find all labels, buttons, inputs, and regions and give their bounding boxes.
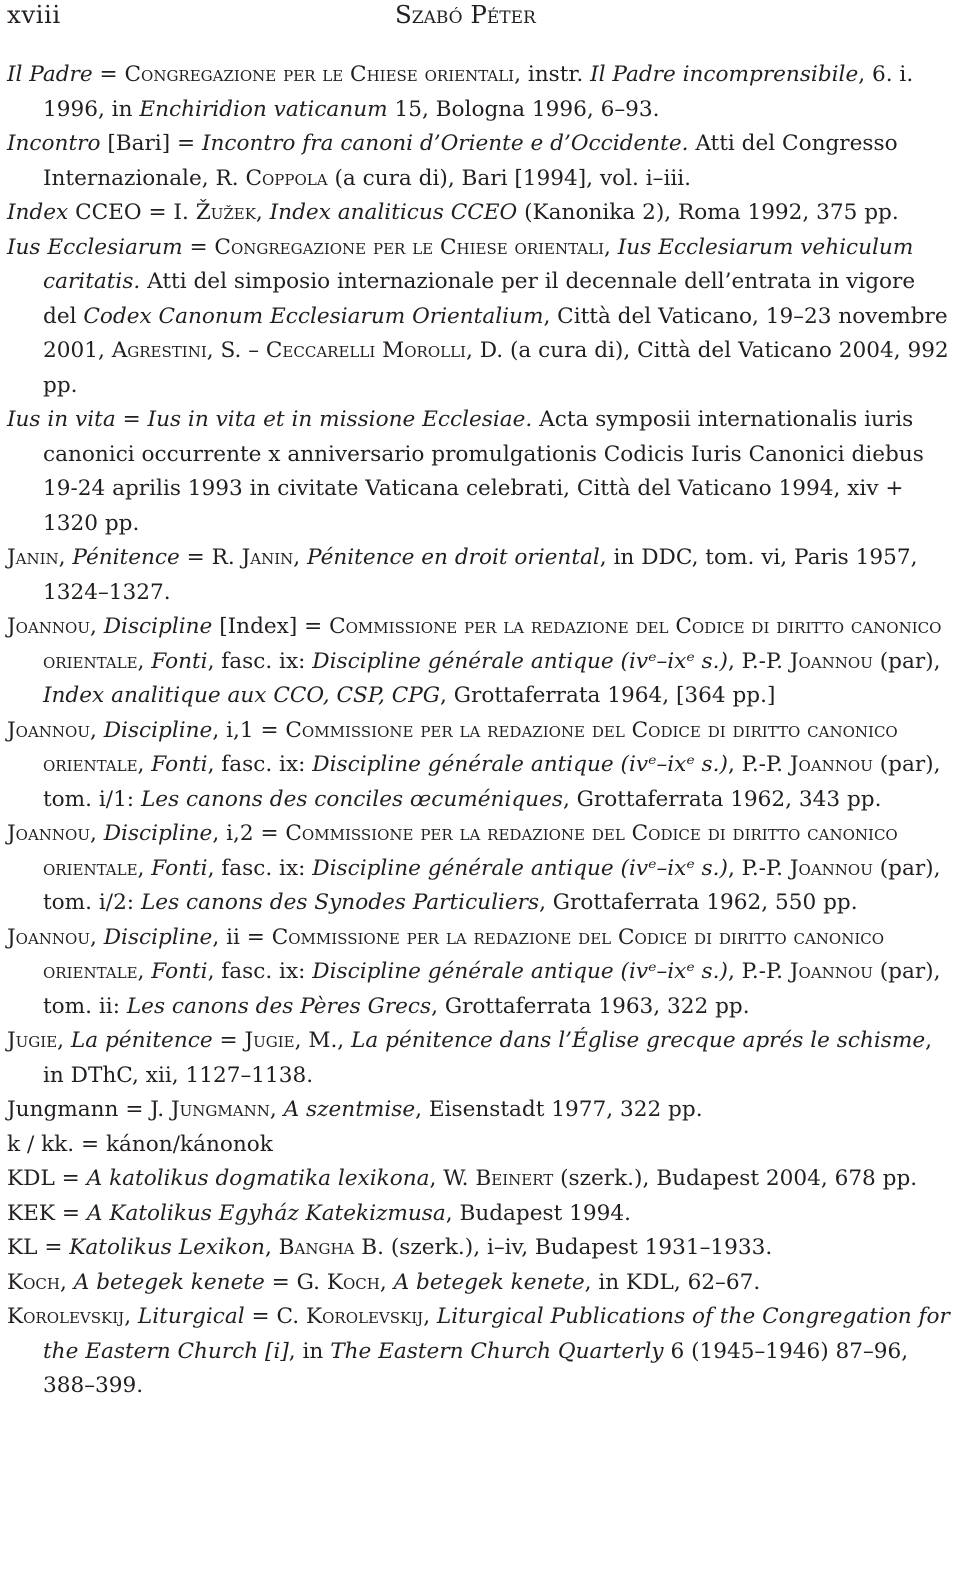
entry-text: , Eisenstadt 1977, 322 pp. xyxy=(415,1097,703,1122)
bibliography-entry xyxy=(7,921,953,1025)
italic-text: La pénitence dans l’Église grecque aprés le schisme xyxy=(351,1028,926,1053)
entry-text: , in xyxy=(288,1338,331,1364)
small-caps-name: Žužek xyxy=(195,200,256,225)
italic-text: Ius Ecclesiarum vehiculum caritatis. xyxy=(43,234,921,294)
entry-text: , xyxy=(423,1304,437,1329)
italic-text: Fonti xyxy=(151,648,208,674)
entry-text: KL = xyxy=(7,1235,70,1260)
entry-text: , in DDC, tom. vi, Paris 1957, 1324–1327. xyxy=(43,545,925,605)
small-caps-name: Joannou xyxy=(789,648,873,674)
small-caps-name: Beinert xyxy=(475,1166,554,1191)
italic-text: Discipline xyxy=(103,717,213,743)
entry-text: , ii = xyxy=(212,924,272,950)
italic-text: Les canons des Synodes Particuliers xyxy=(140,890,540,915)
small-caps-name: Koch xyxy=(326,1269,380,1295)
entry-text: , Città del Vaticano, 19–23 novembre 2001, xyxy=(43,303,955,363)
entry-text: , fasc. ix: xyxy=(207,959,313,984)
small-caps-name: Koch xyxy=(7,1269,60,1295)
entry-text: = G. xyxy=(264,1269,327,1295)
italic-text: Fonti xyxy=(151,752,208,777)
entry-text: (par), tom. i/1: xyxy=(43,752,948,812)
entry-text: , W. xyxy=(429,1166,476,1191)
entry-text: , Grottaferrata 1962, 343 pp. xyxy=(562,786,882,812)
small-caps-name: Jugie xyxy=(7,1028,58,1053)
italic-text: Katolikus Lexikon xyxy=(69,1235,265,1260)
entry-text: (par), xyxy=(872,648,948,674)
small-caps-name: Joannou xyxy=(7,614,90,639)
italic-text: A betegek kenete xyxy=(393,1269,585,1295)
entry-text: = xyxy=(115,407,148,432)
entry-text: , xyxy=(60,1269,74,1295)
italic-text: Index xyxy=(7,200,69,225)
entry-text: KDL = xyxy=(7,1166,87,1191)
italic-text: Ius Ecclesiarum xyxy=(7,234,183,260)
entry-text: , Grottaferrata 1964, [364 pp.] xyxy=(440,683,776,708)
small-caps-name: Janin xyxy=(241,545,294,570)
entry-text: , Grottaferrata 1963, 322 pp. xyxy=(431,993,750,1019)
entry-text: k / kk. = kánon/kánonok xyxy=(7,1131,273,1157)
entry-text: , xyxy=(89,821,104,846)
italic-text: Discipline générale antique (ivᵉ–ixᵉ s.) xyxy=(312,855,728,881)
small-caps-name: Bangha xyxy=(278,1235,355,1260)
entry-text: [Index] = xyxy=(212,614,330,639)
entry-text: = R. xyxy=(179,545,242,570)
bibliography-entry xyxy=(7,817,953,921)
bibliography-entry xyxy=(7,1231,953,1266)
entry-text: , xyxy=(293,545,308,570)
entry-text: , 6. i. 1996, in xyxy=(43,62,921,122)
italic-text: La pénitence xyxy=(70,1028,213,1053)
small-caps-name: Joannou xyxy=(7,821,90,846)
running-head: Szabó Péter xyxy=(395,0,536,29)
small-caps-name: Joannou xyxy=(789,752,873,777)
entry-text: , xyxy=(137,752,152,777)
entry-text: [Bari] = xyxy=(100,131,202,156)
small-caps-name: Joannou xyxy=(7,717,90,743)
entry-text: , P.-P. xyxy=(727,752,790,777)
italic-text: Index analiticus CCEO xyxy=(269,200,518,225)
small-caps-name: Joannou xyxy=(789,959,873,984)
bibliography-entry xyxy=(7,1128,953,1163)
entry-text: , in DThC, xii, 1127–1138. xyxy=(43,1028,939,1088)
small-caps-name: Korolevskij xyxy=(7,1304,125,1329)
small-caps-name: Korolevskij xyxy=(306,1304,424,1329)
bibliography-entry xyxy=(7,1266,953,1301)
entry-text: Jungmann = J. xyxy=(7,1097,171,1122)
italic-text: Incontro fra canoni d’Oriente e d’Occidente. xyxy=(201,131,689,156)
bibliography-entry xyxy=(7,127,953,196)
italic-text: Il Padre incomprensibile xyxy=(590,62,859,87)
entry-text: , fasc. ix: xyxy=(207,855,313,881)
entry-text: , P.-P. xyxy=(727,959,790,984)
entry-text: = C. xyxy=(244,1304,306,1329)
entry-text: = xyxy=(212,1028,245,1053)
italic-text: Fonti xyxy=(151,855,208,881)
entry-text: 6 (1945–1946) 87–96, 388–399. xyxy=(43,1338,916,1398)
entry-text: , P.-P. xyxy=(727,855,790,881)
bibliography-entry xyxy=(7,1197,953,1232)
entry-text: , in KDL, 62–67. xyxy=(584,1269,761,1295)
bibliography-entry xyxy=(7,610,953,714)
entry-text: = xyxy=(92,62,125,87)
entry-text: , i,2 = xyxy=(212,821,286,846)
small-caps-name: Joannou xyxy=(789,855,873,881)
entry-text: , xyxy=(57,1028,71,1053)
italic-text: Discipline xyxy=(103,821,213,846)
entry-text: , xyxy=(137,648,152,674)
entry-text: , xyxy=(264,1235,279,1260)
entry-text: Atti del Congresso Internazionale, R. xyxy=(43,131,905,191)
italic-text: Il Padre xyxy=(7,62,93,87)
abbreviation-list xyxy=(7,58,957,1404)
italic-text: Discipline xyxy=(103,924,213,950)
italic-text: Index analitique aux CCO, CSP, CPG xyxy=(43,683,441,708)
entry-text: 15, Bologna 1996, 6–93. xyxy=(387,96,660,122)
entry-text: , xyxy=(58,545,73,570)
bibliography-entry xyxy=(7,541,953,610)
entry-text: , i,1 = xyxy=(212,717,286,743)
small-caps-name: Janin xyxy=(7,545,59,570)
small-caps-name: Congregazione per le Chiese orientali xyxy=(124,62,515,87)
italic-text: Ius in vita et in missione Ecclesiae. xyxy=(147,407,533,432)
entry-text: , Budapest 1994. xyxy=(445,1200,631,1226)
small-caps-name: Commissione per la redazione del Codice di diritto canonico orientale xyxy=(43,924,891,984)
entry-text: , M., xyxy=(294,1028,352,1053)
italic-text: Liturgical xyxy=(137,1304,245,1329)
entry-text: , xyxy=(89,924,104,950)
page-number: xviii xyxy=(7,0,61,29)
entry-text: , xyxy=(137,959,152,984)
small-caps-name: Ceccarelli Morolli xyxy=(265,338,466,363)
entry-text: KEK = xyxy=(7,1200,87,1226)
italic-text: Fonti xyxy=(151,959,208,984)
page-header xyxy=(0,0,960,36)
entry-text: , D. (a cura di), Città del Vaticano 2004, 992 pp. xyxy=(43,338,956,398)
bibliography-entry xyxy=(7,403,953,541)
italic-text: Les canons des Pères Grecs xyxy=(126,993,432,1019)
italic-text: Enchiridion vaticanum xyxy=(139,96,388,122)
bibliography-entry xyxy=(7,714,953,818)
small-caps-name: Joannou xyxy=(7,924,90,950)
italic-text: A katolikus dogmatika lexikona xyxy=(86,1166,430,1191)
entry-text: , xyxy=(604,234,618,260)
small-caps-name: Jugie xyxy=(244,1028,295,1053)
entry-text: , P.-P. xyxy=(727,648,790,674)
small-caps-name: Jungmann xyxy=(171,1097,270,1122)
entry-text: , xyxy=(379,1269,394,1295)
italic-text: Codex Canonum Ecclesiarum Orientalium xyxy=(83,303,544,329)
italic-text: A Katolikus Egyház Katekizmusa xyxy=(86,1200,446,1226)
bibliography-entry xyxy=(7,1300,957,1404)
small-caps-name: Congregazione per le Chiese orientali xyxy=(214,234,605,260)
italic-text: Pénitence xyxy=(72,545,180,570)
entry-text: , xyxy=(137,855,152,881)
bibliography-entry xyxy=(7,1024,953,1093)
entry-text: , fasc. ix: xyxy=(207,752,313,777)
italic-text: Ius in vita xyxy=(7,407,116,432)
italic-text: Discipline générale antique (ivᵉ–ixᵉ s.) xyxy=(312,648,728,674)
italic-text: Discipline générale antique (ivᵉ–ixᵉ s.) xyxy=(312,959,728,984)
entry-text: (a cura di), Bari [1994], vol. i–iii. xyxy=(327,165,692,191)
entry-text: , xyxy=(255,200,270,225)
entry-text: , Grottaferrata 1962, 550 pp. xyxy=(539,890,858,915)
bibliography-entry xyxy=(7,1162,953,1197)
italic-text: Discipline générale antique (ivᵉ–ixᵉ s.) xyxy=(312,752,728,777)
entry-text: Acta symposii internationalis iuris canonici occurrente x anniversario promulgationis Codicis Iuris Canonici diebus 19-24 aprilis 1993 in civitate Vaticana celebrati, Città del Vaticano 1994, xiv + 1320 pp. xyxy=(43,407,931,536)
entry-text: B. (szerk.), i–iv, Budapest 1931–1933. xyxy=(354,1235,773,1260)
entry-text: (par), tom. i/2: xyxy=(43,855,948,915)
italic-text: The Eastern Church Quarterly xyxy=(330,1338,664,1364)
small-caps-name: Coppola xyxy=(245,165,328,191)
entry-text: (szerk.), Budapest 2004, 678 pp. xyxy=(553,1166,918,1191)
entry-text: , instr. xyxy=(514,62,591,87)
small-caps-name: Commissione per la redazione del Codice di diritto canonico orientale xyxy=(43,614,949,674)
entry-text: , xyxy=(269,1097,284,1122)
bibliography-entry xyxy=(7,231,956,404)
small-caps-name: Agrestini xyxy=(111,338,207,363)
small-caps-name: Commissione per la redazione del Codice di diritto canonico orientale xyxy=(43,821,905,881)
italic-text: Pénitence en droit oriental xyxy=(307,545,600,570)
italic-text: Liturgical Publications of the Congregation for the Eastern Church [i] xyxy=(43,1304,957,1364)
entry-text: CCEO = I. xyxy=(68,200,196,225)
entry-text: (par), tom. ii: xyxy=(43,959,948,1019)
bibliography-entry xyxy=(7,196,953,231)
italic-text: Les canons des conciles œcuméniques xyxy=(140,786,563,812)
italic-text: Discipline xyxy=(103,614,213,639)
entry-text: , S. – xyxy=(206,338,266,363)
entry-text: , xyxy=(89,614,104,639)
bibliography-entry xyxy=(7,1093,953,1128)
entry-text: , xyxy=(89,717,104,743)
italic-text: Incontro xyxy=(7,131,101,156)
entry-text: Atti del simposio internazionale per il decennale dell’entrata in vigore del xyxy=(43,269,923,329)
entry-text: , xyxy=(124,1304,138,1329)
italic-text: A betegek kenete xyxy=(73,1269,265,1295)
small-caps-name: Commissione per la redazione del Codice di diritto canonico orientale xyxy=(43,717,905,777)
bibliography-entry xyxy=(7,58,953,127)
entry-text: (Kanonika 2), Roma 1992, 375 pp. xyxy=(517,200,899,225)
entry-text: , fasc. ix: xyxy=(207,648,313,674)
italic-text: A szentmise xyxy=(283,1097,416,1122)
entry-text: = xyxy=(182,234,215,260)
